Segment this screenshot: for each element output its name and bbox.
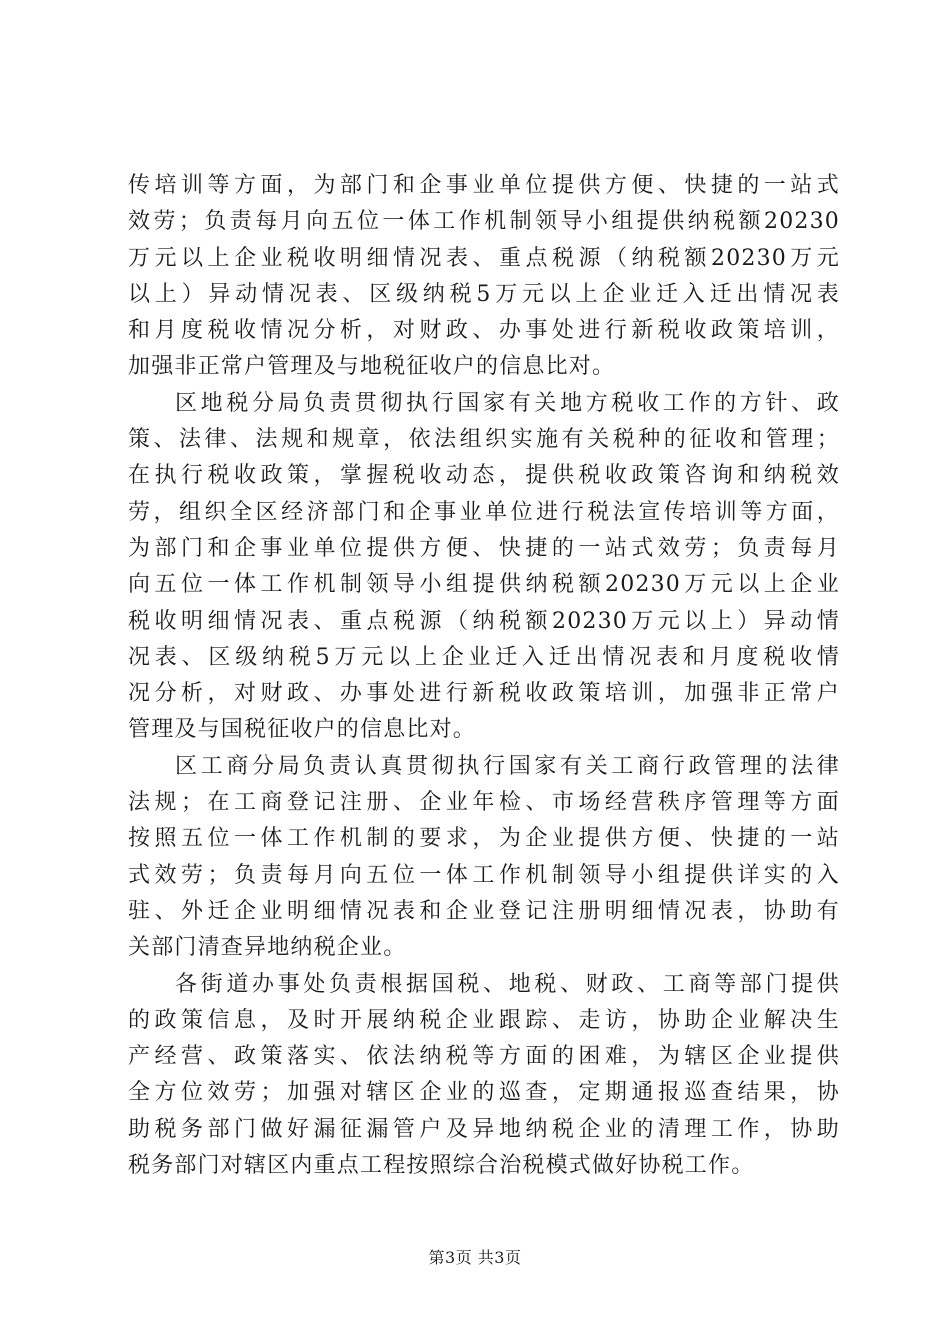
text-line: 全方位效劳；加强对辖区企业的巡查，定期通报巡查结果，协: [128, 1080, 840, 1106]
paragraph-national-tax-continued: [128, 168, 840, 386]
text-line: 各街道办事处负责根据国税、地税、财政、工商等部门提供: [175, 971, 840, 997]
text-line: 驻、外迁企业明细情况表和企业登记注册明细情况表，协助有: [128, 898, 840, 924]
text-line: 万元以上企业税收明细情况表、重点税源（纳税额20230万元: [128, 245, 840, 271]
text-line: 税务部门对辖区内重点工程按照综合治税模式做好协税工作。: [128, 1153, 755, 1179]
text-line: 区地税分局负责贯彻执行国家有关地方税收工作的方针、政: [175, 390, 840, 416]
text-line: 区工商分局负责认真贯彻执行国家有关工商行政管理的法律: [175, 753, 840, 779]
document-body: [128, 168, 840, 1184]
text-line: 以上）异动情况表、区级纳税5万元以上企业迁入迁出情况表: [128, 281, 840, 307]
text-line: 效劳；负责每月向五位一体工作机制领导小组提供纳税额20230: [128, 209, 840, 235]
text-line: 式效劳；负责每月向五位一体工作机制领导小组提供详实的入: [128, 862, 840, 888]
text-line: 在执行税收政策，掌握税收动态，提供税收政策咨询和纳税效: [128, 463, 840, 489]
text-line: 况分析，对财政、办事处进行新税收政策培训，加强非正常户: [128, 681, 840, 707]
paragraph-industry-commerce: [128, 749, 840, 967]
text-line: 的政策信息，及时开展纳税企业跟踪、走访，协助企业解决生: [128, 1007, 840, 1033]
text-line: 传培训等方面，为部门和企事业单位提供方便、快捷的一站式: [128, 173, 840, 198]
page-footer: 第3页 共3页: [428, 1248, 522, 1267]
text-line: 加强非正常户管理及与地税征收户的信息比对。: [128, 354, 616, 380]
text-line: 按照五位一体工作机制的要求，为企业提供方便、快捷的一站: [128, 826, 840, 852]
text-line: 劳，组织全区经济部门和企事业单位进行税法宣传培训等方面，: [128, 499, 840, 525]
text-line: 策、法律、法规和规章，依法组织实施有关税种的征收和管理；: [128, 427, 840, 453]
text-line: 况表、区级纳税5万元以上企业迁入迁出情况表和月度税收情: [128, 644, 840, 670]
text-line: 法规；在工商登记注册、企业年检、市场经营秩序管理等方面: [128, 790, 840, 816]
text-line: 助税务部门做好漏征漏管户及异地纳税企业的清理工作，协助: [128, 1116, 840, 1142]
text-line: 和月度税收情况分析，对财政、办事处进行新税收政策培训，: [128, 318, 840, 344]
text-line: 产经营、政策落实、依法纳税等方面的困难，为辖区企业提供: [128, 1044, 840, 1070]
text-line: 向五位一体工作机制领导小组提供纳税额20230万元以上企业: [128, 572, 840, 598]
paragraph-local-tax: [128, 386, 840, 749]
text-line: 管理及与国税征收户的信息比对。: [128, 717, 477, 743]
text-line: 为部门和企事业单位提供方便、快捷的一站式效劳；负责每月: [128, 535, 840, 561]
text-line: 税收明细情况表、重点税源（纳税额20230万元以上）异动情: [128, 608, 840, 634]
text-line: 关部门清查异地纳税企业。: [128, 935, 407, 961]
paragraph-street-offices: [128, 967, 840, 1185]
